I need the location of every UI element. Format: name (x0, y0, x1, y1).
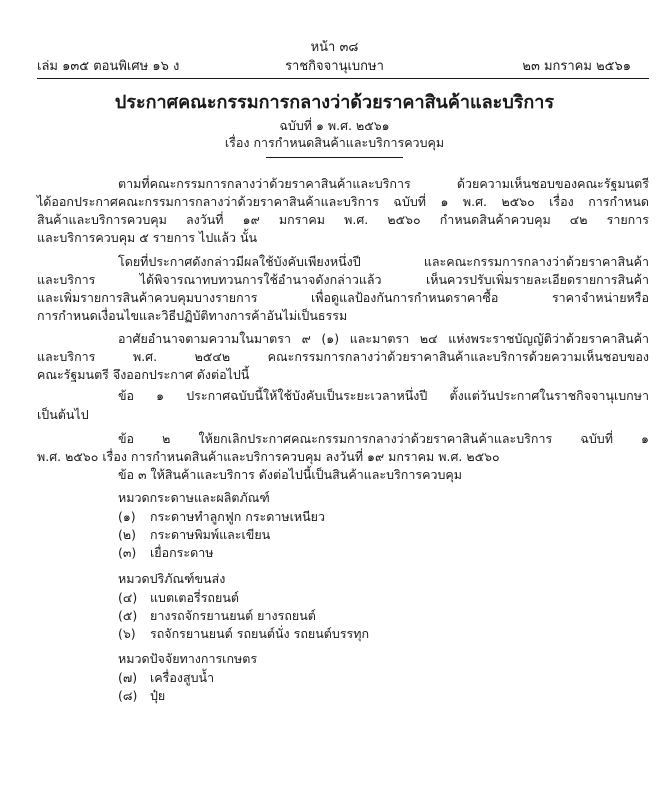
volume-info: เล่ม ๑๓๕ ตอนพิเศษ ๑๖ ง (37, 59, 180, 74)
item-number: (๖) (118, 626, 136, 641)
list-item (118, 687, 165, 704)
paragraph-line: และเพิ่มรายการสินค้าควบคุมบางรายการ เพื่อดูแลป้องกันการกำหนดราคาซื้อ ราคาจำหน่ายหรือ (37, 290, 649, 305)
category-heading: หมวดกระดาษและผลิตภัณฑ์ (118, 490, 270, 505)
item-number: (๔) (118, 590, 138, 605)
paragraph-line: สินค้าและบริการควบคุม ลงวันที่ ๑๙ มกราคม พ.ศ. ๒๕๖๐ กำหนดสินค้าควบคุม ๔๒ รายการ (37, 212, 649, 227)
item-text: ยางรถจักรยานยนต์ ยางรถยนต์ (150, 608, 316, 623)
item-text: กระดาษทำลูกฟูก กระดาษเหนียว (150, 509, 326, 524)
issue-number: ฉบับที่ ๑ พ.ศ. ๒๕๖๑ (279, 118, 390, 133)
paragraph-line: คณะรัฐมนตรี จึงออกประกาศ ดังต่อไปนี้ (37, 367, 250, 382)
item-number: (๕) (118, 608, 138, 623)
paragraph-line: และบริการ พ.ศ. ๒๕๔๒ คณะกรรมการกลางว่าด้วยราคาสินค้าและบริการด้วยความเห็นชอบของ (37, 349, 649, 364)
item-number: (๑) (118, 509, 136, 524)
list-item (118, 526, 270, 543)
item-text: เครื่องสูบน้ำ (150, 670, 215, 685)
gazette-date: ๒๓ มกราคม ๒๕๖๑ (522, 59, 631, 74)
item-text: เยื่อกระดาษ (150, 545, 214, 560)
list-item (118, 625, 369, 642)
item-text: แบตเตอรี่รถยนต์ (150, 590, 239, 605)
list-item (118, 589, 239, 606)
header-rule (37, 78, 649, 79)
clause-line: พ.ศ. ๒๕๖๐ เรื่อง การกำหนดสินค้าและบริการควบคุม ลงวันที่ ๑๙ มกราคม พ.ศ. ๒๕๖๐ (37, 449, 500, 464)
item-number: (๒) (118, 527, 136, 542)
paragraph-line: และบริการ ได้พิจารณาทบทวนการใช้อำนาจดังกล่าวแล้ว เห็นควรปรับเพิ่มรายละเอียดรายการสินค้า (37, 272, 649, 287)
clause-line: เป็นต้นไป (37, 407, 89, 422)
item-text: รถจักรยานยนต์ รถยนต์นั่ง รถยนต์บรรทุก (150, 626, 370, 641)
list-item (118, 544, 213, 561)
paragraph-line: ตามที่คณะกรรมการกลางว่าด้วยราคาสินค้าและบริการ ด้วยความเห็นชอบของคณะรัฐมนตรี (118, 176, 649, 191)
category-heading: หมวดปัจจัยทางการเกษตร (118, 651, 258, 666)
page-number: หน้า ๓๘ (310, 40, 359, 55)
list-item (118, 508, 325, 525)
list-item (118, 607, 316, 624)
item-number: (๓) (118, 545, 137, 560)
clause-line: ข้อ ๒ ให้ยกเลิกประกาศคณะกรรมการกลางว่าด้วยราคาสินค้าและบริการ ฉบับที่ ๑ (118, 431, 649, 446)
paragraph-line: อาศัยอำนาจตามความในมาตรา ๙ (๑) และมาตรา ๒๔ แห่งพระราชบัญญัติว่าด้วยราคาสินค้า (118, 331, 649, 346)
gazette-name: ราชกิจจานุเบกษา (285, 59, 384, 74)
item-number: (๗) (118, 670, 138, 685)
clause-line: ข้อ ๑ ประกาศฉบับนี้ให้ใช้บังคับเป็นระยะเวลาหนึ่งปี ตั้งแต่วันประกาศในราชกิจจานุเบกษา (118, 388, 649, 403)
item-text: กระดาษพิมพ์และเขียน (150, 527, 271, 542)
clause-line: ข้อ ๓ ให้สินค้าและบริการ ดังต่อไปนี้เป็นสินค้าและบริการควบคุม (118, 467, 463, 482)
item-number: (๘) (118, 688, 138, 703)
title-rule (266, 157, 403, 158)
category-heading: หมวดปริภัณฑ์ขนส่ง (118, 571, 226, 586)
document-title: ประกาศคณะกรรมการกลางว่าด้วยราคาสินค้าและบริการ (114, 92, 555, 113)
list-item (118, 669, 214, 686)
paragraph-line: ได้ออกประกาศคณะกรรมการกลางว่าด้วยราคาสินค้าและบริการ ฉบับที่ ๑ พ.ศ. ๒๕๖๐ เรื่อง การกำหนด (37, 194, 649, 209)
paragraph-line: โดยที่ประกาศดังกล่าวมีผลใช้บังคับเพียงหนึ่งปี และคณะกรรมการกลางว่าด้วยราคาสินค้า (118, 254, 649, 269)
item-text: ปุ๋ย (150, 688, 166, 703)
paragraph-line: การกำหนดเงื่อนไขและวิธีปฏิบัติทางการค้าอันไม่เป็นธรรม (37, 308, 348, 323)
paragraph-line: และบริการควบคุม ๕ รายการ ไปแล้ว นั้น (37, 230, 258, 245)
document-subject: เรื่อง การกำหนดสินค้าและบริการควบคุม (224, 135, 445, 150)
